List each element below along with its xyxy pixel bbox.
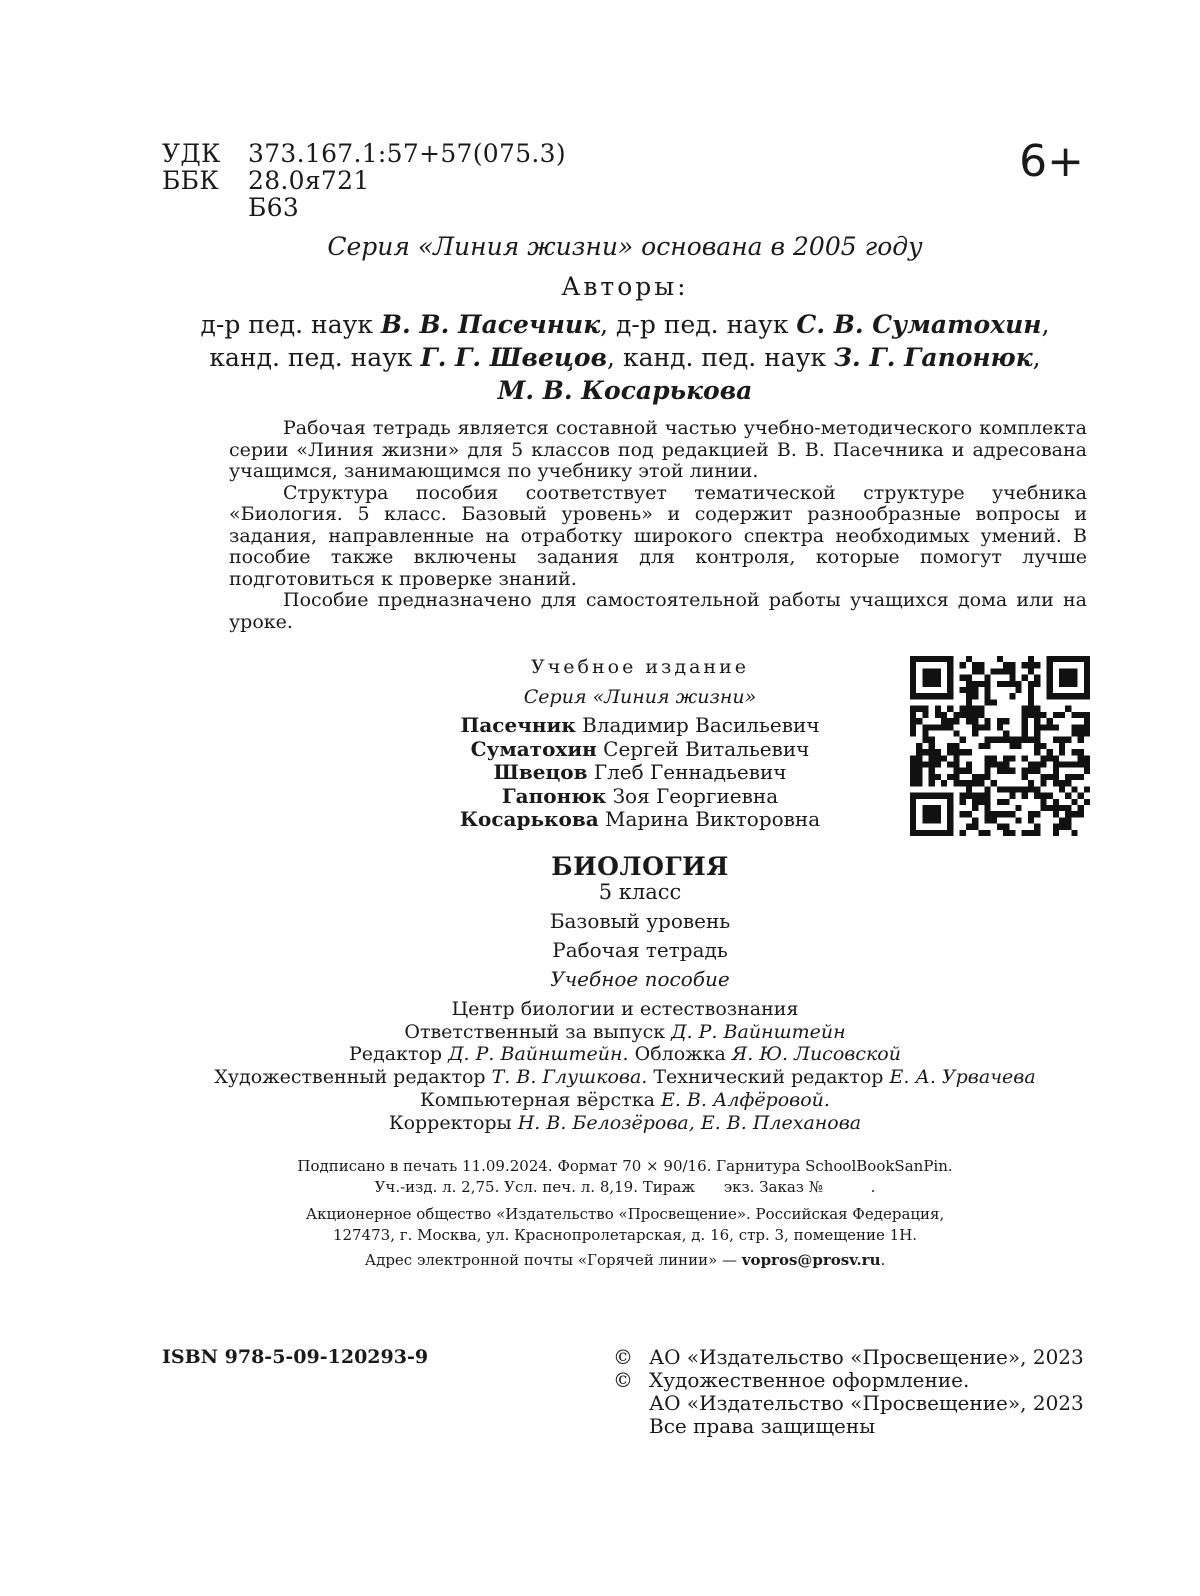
author-surname: Швецов [493, 760, 588, 784]
print-line: Уч.-изд. л. 2,75. Усл. печ. л. 8,19. Тираж экз. Заказ № . [374, 1177, 876, 1196]
email-address: vopros@prosv.ru [741, 1251, 881, 1269]
layout-artist: Е. В. Алфёровой. [660, 1088, 830, 1111]
print-line: Подписано в печать 11.09.2024. Формат 70 × 90/16. Гарнитура SchoolBookSanPin. [297, 1157, 953, 1175]
series-note: Серия «Линия жизни» основана в 2005 году [327, 232, 923, 261]
author-name: Г. Г. Швецов [420, 343, 608, 372]
author-degree: канд. пед. наук [622, 343, 827, 372]
author-given: Марина Викторовна [605, 807, 821, 831]
edition-type: Учебное издание [531, 656, 749, 678]
author-given: Владимир Васильевич [582, 713, 820, 737]
center-name: Центр биологии и естествознания [451, 998, 799, 1020]
author-degree: д-р пед. наук [200, 310, 373, 339]
classification-block [162, 140, 566, 221]
responsible-person: Д. Р. Вайнштейн [671, 1020, 846, 1043]
udk-label: УДК [162, 139, 221, 168]
annotation-paragraph: Пособие предназначено для самостоятельной работы учащихся дома или на уроке. [229, 589, 1087, 633]
book-grade: 5 класс [598, 880, 682, 904]
author-surname: Гапонюк [501, 783, 607, 808]
author-surname: Пасечник [460, 713, 576, 737]
author-given: Сергей Витальевич [603, 736, 810, 761]
author-name: З. Г. Гапонюк [834, 343, 1033, 372]
print-info [0, 1156, 1200, 1197]
authors-heading: Авторы: [561, 272, 689, 301]
imprint-authors [370, 714, 910, 832]
tech-editor: Е. А. Урвачева [889, 1066, 1036, 1089]
udk-value: 373.167.1:57+57(075.3) [248, 139, 566, 168]
author-degree: д-р пед. наук [616, 310, 789, 339]
bbk-value: 28.0я721 [248, 166, 370, 195]
staff-credits: Центр биологии и естествознания Ответственный за выпуск Д. Р. Вайнштейн Редактор Д. Р. Вайнштейн. Обложка Я. Ю. Лисовской Художественный редактор Т. В. Глушкова. Технический редактор Е. А. Урвачева Компьютерная вёрстка Е. В. Алфёровой. Корректоры Н. В. Белозёрова, Е. В. Плеханова [0, 998, 1200, 1134]
hotline-email: Адрес электронной почты «Горячей линии» — vopros@prosv.ru. [364, 1251, 886, 1269]
author-degree: канд. пед. наук [209, 343, 413, 372]
book-title: БИОЛОГИЯ [551, 852, 729, 881]
qr-code [910, 656, 1090, 836]
author-name: М. В. Косарькова [497, 376, 753, 405]
proofreaders: Н. В. Белозёрова, Е. В. Плеханова [517, 1111, 862, 1134]
book-kind: Учебное пособие [550, 967, 730, 991]
author-mark: Б63 [248, 193, 300, 222]
authors-list: д-р пед. наук В. В. Пасечник, д-р пед. наук С. В. Суматохин, канд. пед. наук Г. Г. Швецов, канд. пед. наук З. Г. Гапонюк, М. В. Косарькова [200, 310, 1050, 405]
annotation-paragraph: Структура пособия соответствует тематической структуре учебника «Биология. 5 класс. Базовый уровень» и содержит разнообразные вопросы и задания, направленные на отработку широкого спектра необходимых умений. В пособие также включены задания для контроля, которые помогут лучше подготовиться к проверке знаний. [229, 481, 1087, 590]
book-type: Рабочая тетрадь [552, 938, 728, 962]
isbn: ISBN 978-5-09-120293-9 [162, 1346, 429, 1368]
publisher-line: 127473, г. Москва, ул. Краснопролетарская, д. 16, стр. 3, помещение 1Н. [332, 1225, 918, 1244]
publisher-info [0, 1204, 1200, 1245]
publisher-line: Акционерное общество «Издательство «Просвещение». Российская Федерация, [305, 1205, 945, 1223]
author-given: Зоя Георгиевна [612, 783, 779, 808]
copyright-block: © АО «Издательство «Просвещение», 2023 © Художественное оформление. АО «Издательство «Просвещение», 2023 Все права защищены [613, 1345, 1084, 1438]
copyright-icon: © [613, 1368, 633, 1392]
imprint-series: Серия «Линия жизни» [523, 686, 757, 708]
author-surname: Косарькова [459, 807, 599, 831]
annotation-paragraph: Рабочая тетрадь является составной частью учебно-методического комплекта серии «Линия жизни» для 5 классов под редакцией В. В. Пасечника и адресована учащимся, занимающимся по учебнику этой линии. [229, 417, 1087, 482]
author-given: Глеб Геннадьевич [593, 760, 787, 784]
book-level: Базовый уровень [549, 909, 731, 933]
cover-artist: Я. Ю. Лисовской [731, 1043, 901, 1066]
art-editor: Т. В. Глушкова. [491, 1066, 648, 1089]
age-rating: 6+ [1019, 136, 1084, 187]
editor-name: Д. Р. Вайнштейн. [448, 1043, 629, 1066]
copyright-icon: © [613, 1345, 633, 1369]
author-name: В. В. Пасечник [380, 310, 601, 339]
author-surname: Суматохин [470, 736, 597, 761]
bbk-label: ББК [162, 166, 219, 195]
annotation [229, 418, 1087, 633]
author-name: С. В. Суматохин [796, 310, 1042, 339]
